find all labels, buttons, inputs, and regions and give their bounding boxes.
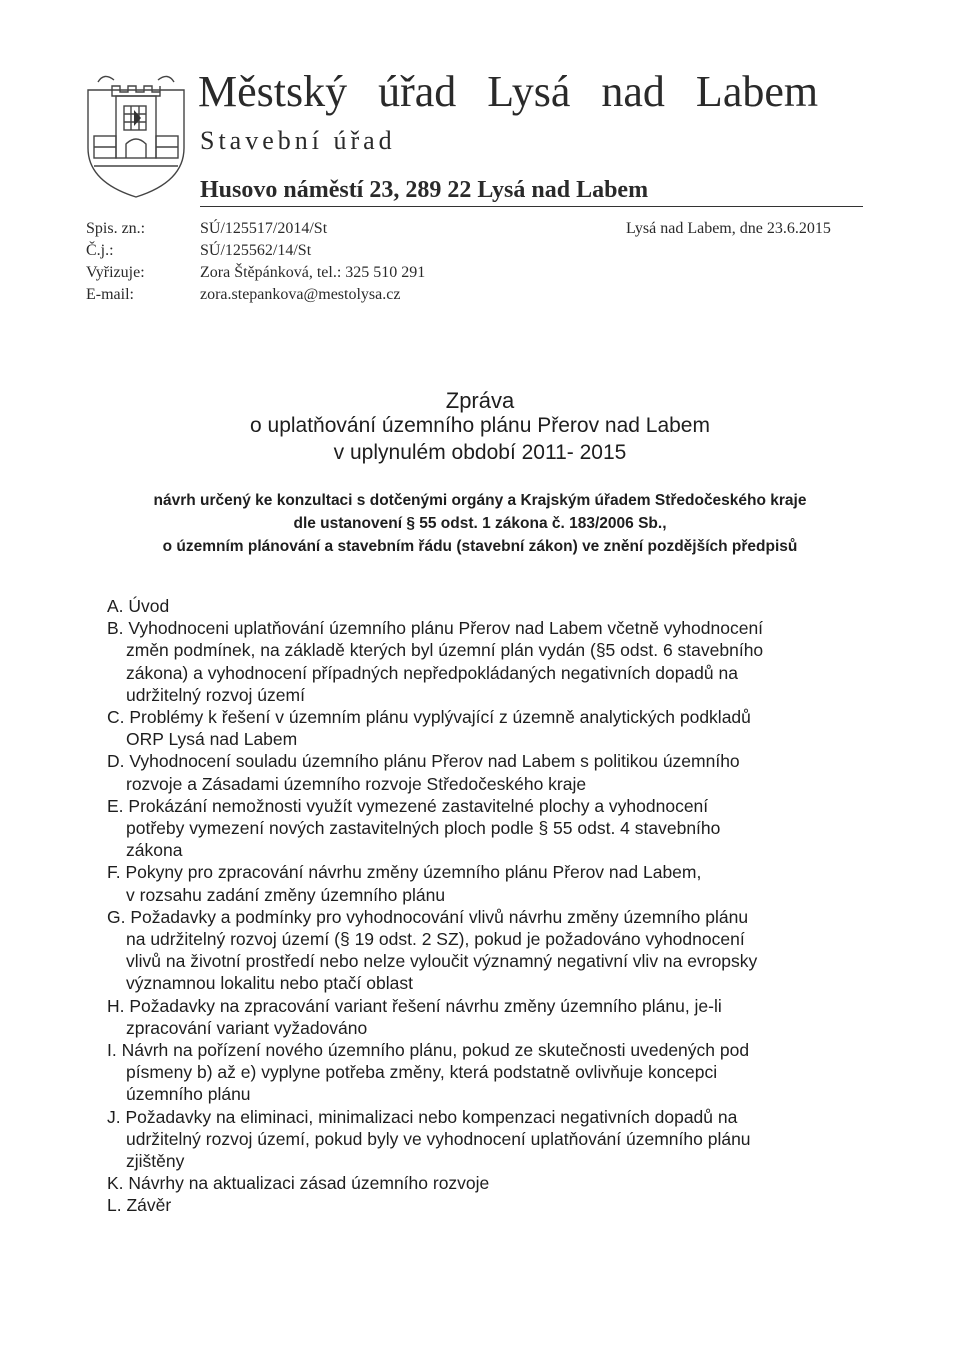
toc-item: I. Návrh na pořízení nového územního plánu, pokud ze skutečnosti uvedených pod [107,1040,750,1060]
report-title-line-3: v uplynulém období 2011- 2015 [333,441,627,464]
toc-item: E. Prokázání nemožnosti využít vymezené zastavitelné plochy a vyhodnocení [107,795,709,816]
email-label: E-mail: [86,286,134,303]
toc-item: C. Problémy k řešení v územním plánu vyplývající z územně analytických podkladů [107,707,751,727]
email-value: zora.stepankova@mestolysa.cz [200,286,401,303]
toc-item: A. Úvod [107,596,170,616]
header-divider [200,206,863,207]
handled-by-value: Zora Štěpánková, tel.: 325 510 291 [200,264,426,281]
handled-by-label: Vyřizuje: [86,264,145,281]
toc-item-continuation: písmeny b) až e) vyplyne potřeba změny, která podstatně ovlivňuje koncepci [126,1062,718,1083]
toc-item: K. Návrhy na aktualizaci zásad územního rozvoje [107,1173,490,1194]
toc-item-continuation: zpracování variant vyžadováno [126,1017,368,1038]
toc-item-continuation: udržitelný rozvoj území, pokud byly ve vyhodnocení uplatňování územního plánu [126,1128,751,1149]
toc-item: D. Vyhodnocení souladu územního plánu Přerov nad Labem s politikou územního [107,751,740,772]
file-number-value: SÚ/125517/2014/St [200,220,328,237]
office-name: Městský úřad Lysá nad Labem [198,67,819,116]
toc-item-continuation: zákona) a vyhodnocení případných nepředpokládaných negativních dopadů na [126,662,738,683]
toc-item-continuation: na udržitelný rozvoj území (§ 19 odst. 2 SZ), pokud je požadováno vyhodnocení [126,929,745,949]
report-title-line-2: o uplatňování územního plánu Přerov nad Labem [250,414,710,437]
toc-item-continuation: udržitelný rozvoj území [126,684,305,705]
reference-number-value: SÚ/125562/14/St [200,242,312,259]
toc-item: F. Pokyny pro zpracování návrhu změny územního plánu Přerov nad Labem, [107,862,702,883]
report-subtitle-line-3: o územním plánování a stavebním řádu (stavební zákon) ve znění pozdějších předpisů [162,538,798,555]
toc-item-continuation: potřeby vymezení nových zastavitelných ploch podle § 55 odst. 4 stavebního [126,818,721,838]
toc-item: J. Požadavky na eliminaci, minimalizaci nebo kompenzaci negativních dopadů na [107,1106,738,1127]
reference-number-label: Č.j.: [86,242,114,259]
toc-item-continuation: zákona [126,840,183,861]
report-subtitle-line-1: návrh určený ke konzultaci s dotčenými orgány a Krajským úřadem Středočeského kraje [153,492,807,509]
city-coat-of-arms-emblem [84,70,188,200]
toc-item: G. Požadavky a podmínky pro vyhodnocování vlivů návrhu změny územního plánu [107,906,749,927]
toc-item-continuation: územního plánu [126,1084,251,1105]
toc-item-continuation: v rozsahu zadání změny územního plánu [126,884,446,905]
file-number-label: Spis. zn.: [86,220,146,237]
toc-item: B. Vyhodnoceni uplatňování územního plánu Přerov nad Labem včetně vyhodnocení [107,618,764,639]
toc-item-continuation: ORP Lysá nad Labem [126,729,298,750]
toc-item-continuation: zjištěny [126,1151,185,1171]
toc-item-continuation: vlivů na životní prostředí nebo nelze vyloučit významný negativní vliv na evropsky [126,951,758,972]
report-title: Zpráva [445,388,515,413]
department-name: Stavební úřad [200,126,396,155]
toc-item: L. Závěr [107,1195,172,1216]
office-address: Husovo náměstí 23, 289 22 Lysá nad Labem [200,177,649,203]
toc-item: H. Požadavky na zpracování variant řešení návrhu změny územního plánu, je-li [107,995,722,1016]
report-subtitle-line-2: dle ustanovení § 55 odst. 1 zákona č. 183/2006 Sb., [293,515,667,532]
toc-item-continuation: rozvoje a Zásadami územního rozvoje Středočeského kraje [126,773,587,794]
place-and-date: Lysá nad Labem, dne 23.6.2015 [626,220,831,237]
toc-item-continuation: významnou lokalitu nebo ptačí oblast [126,973,413,994]
toc-item-continuation: změn podmínek, na základě kterých byl územní plán vydán (§5 odst. 6 stavebního [126,640,764,661]
